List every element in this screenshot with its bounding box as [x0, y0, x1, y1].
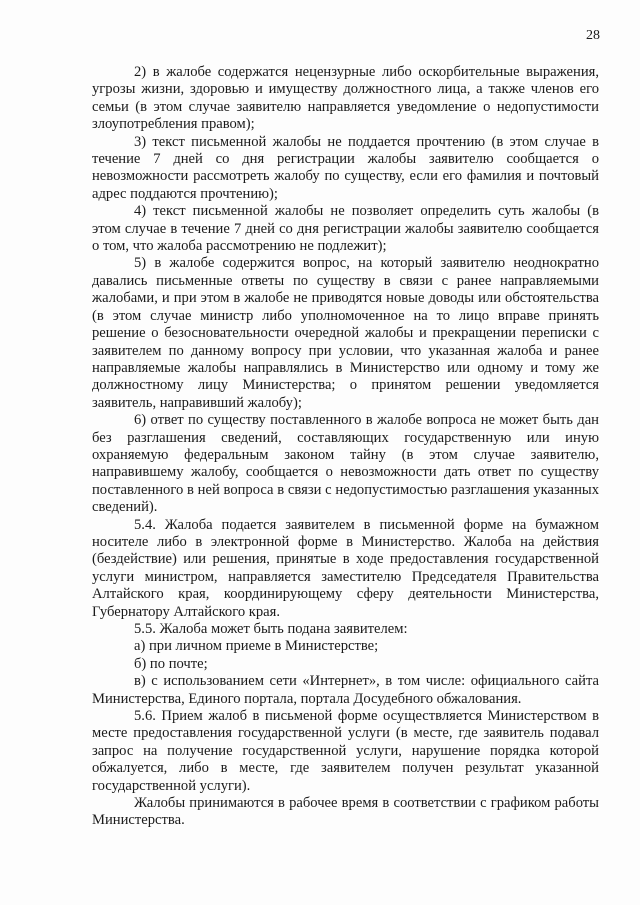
paragraph-section-5-4: 5.4. Жалоба подается заявителем в письменной форме на бумажном носителе либо в электронной форме в Министерство. Жалоба на действия (бездействие) или решения, принятые в ходе предоставления государственной услуги министром, направляется заместителю Председателя Правительства Алтайского края, координирующему сферу деятельности Министерства, Губернатору Алтайского края.	[92, 516, 599, 620]
paragraph-section-5-5: 5.5. Жалоба может быть подана заявителем:	[134, 621, 408, 637]
paragraph-item-5: 5) в жалобе содержится вопрос, на который заявителю неоднократно давались письменные ответы по существу в связи с ранее направляемыми жалобами, и при этом в жалобе не приводятся новые доводы или обстоятельства (в этом случае министр либо уполномоченное на то лицо вправе принять решение о безосновательности очередной жалобы и прекращении переписки с заявителем по данному вопросу при условии, что указанная жалоба и ранее направляемые жалобы направлялись в Министерство или одному и тому же должностному лицу Министерства; о принятом решении уведомляется заявитель, направивший жалобу);	[92, 255, 599, 411]
page-number: 28	[586, 28, 600, 43]
paragraph-item-4: 4) текст письменной жалобы не позволяет определить суть жалобы (в этом случае в течение 7 дней со дня регистрации жалобы заявителю сообщается о том, что жалоба рассмотрению не подлежит);	[92, 203, 599, 255]
paragraph-item-6: 6) ответ по существу поставленного в жалобе вопроса не может быть дан без разглашения сведений, составляющих государственную или иную охраняемую федеральным законом тайну (в этом случае заявителю, направившему жалобу, сообщается о невозможности дать ответ по существу поставленного в ней вопроса в связи с недопустимостью разглашения указанных сведений).	[92, 412, 599, 516]
paragraph-item-2: 2) в жалобе содержатся нецензурные либо оскорбительные выражения, угрозы жизни, здоровью и имуществу должностного лица, а также членов его семьи (в этом случае заявителю направляется уведомление о недопустимости злоупотребления правом);	[92, 64, 599, 133]
paragraph-item-a: а) при личном приеме в Министерстве;	[134, 638, 379, 655]
paragraph-item-v: в) с использованием сети «Интернет», в том числе: официального сайта Министерства, Единого портала, портала Досудебного обжалования.	[92, 673, 599, 707]
paragraph-item-3: 3) текст письменной жалобы не поддается прочтению (в этом случае в течение 7 дней со дня регистрации жалобы заявителю сообщается о невозможности рассмотреть жалобу по существу, если его фамилия и почтовый адрес поддаются прочтению);	[92, 133, 599, 202]
document-body	[92, 64, 599, 830]
paragraph-section-5-6: 5.6. Прием жалоб в письменой форме осуществляется Министерством в месте предоставления государственной услуги (в месте, где заявитель подавал запрос на получение государственной услуги, нарушение порядка которой обжалуется, либо в месте, где заявителем получен результат указанной государственной услуги).	[92, 708, 599, 794]
paragraph-item-b: б) по почте;	[134, 655, 208, 672]
paragraph-working-hours: Жалобы принимаются в рабочее время в соответствии с графиком работы Министерства.	[92, 795, 599, 829]
